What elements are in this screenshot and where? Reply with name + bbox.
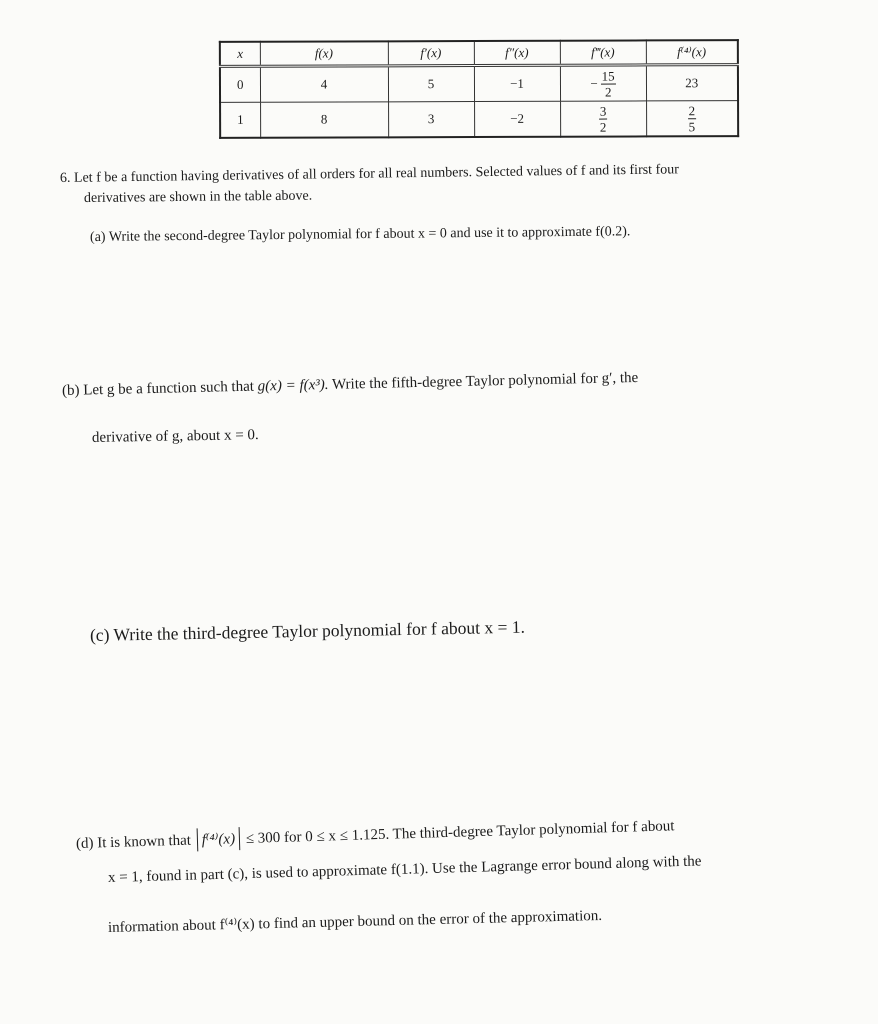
derivative-values-table (219, 39, 739, 139)
cell-f-triple-prime (560, 65, 646, 101)
denominator: 2 (599, 119, 607, 135)
cell-f-fourth (646, 101, 738, 137)
fraction (599, 104, 608, 133)
cell-f: 8 (260, 102, 388, 138)
part-b-formula: g(x) = f(x³). (257, 376, 329, 395)
part-b (62, 370, 639, 400)
part-b-tail: Write the fifth-degree Taylor polynomial for g′, the (331, 369, 639, 393)
cell-x: 0 (220, 66, 260, 102)
table-header-row (220, 40, 738, 66)
part-d-tail: ≤ 300 for 0 ≤ x ≤ 1.125. The third-degree Taylor polynomial for f about (245, 818, 675, 847)
header-f-double-prime: f″(x) (474, 41, 560, 66)
question-intro (60, 162, 679, 187)
cell-f-prime: 5 (388, 66, 474, 102)
table-row (220, 65, 738, 103)
cell-f-double-prime: −2 (474, 101, 560, 137)
part-d-lead: (d) It is known that (75, 832, 192, 852)
part-a: (a) Write the second-degree Taylor polynomial for f about x = 0 and use it to approximate f(0.2). (89, 224, 631, 245)
cell-x: 1 (220, 102, 260, 138)
question-intro-line1: Let f be a function having derivatives of all orders for all real numbers. Selected values of f and its first four (73, 162, 679, 186)
question-number: 6. (59, 170, 71, 186)
header-x: x (220, 42, 260, 67)
cell-f-prime: 3 (388, 102, 474, 138)
question-intro-line2: derivatives are shown in the table above. (83, 188, 313, 206)
part-d (76, 814, 675, 855)
cell-f-triple-prime (560, 101, 646, 137)
header-f-prime: f′(x) (388, 41, 474, 66)
part-d-line3: information about f⁽⁴⁾(x) to find an upper bound on the error of the approximation. (107, 907, 603, 936)
table-row (220, 101, 738, 138)
part-b-line2: derivative of g, about x = 0. (91, 427, 259, 446)
cell-f-double-prime: −1 (474, 65, 560, 101)
cell-f: 4 (260, 66, 388, 102)
numerator: 2 (688, 102, 696, 118)
negative-sign: − (590, 75, 598, 91)
denominator: 2 (604, 84, 612, 100)
part-b-lead: (b) Let g be a function such that (61, 378, 255, 399)
header-f-triple-prime: f‴(x) (560, 40, 646, 65)
denominator: 5 (688, 118, 696, 134)
numerator: 3 (599, 103, 607, 119)
part-c: (c) Write the third-degree Taylor polynomial for f about x = 1. (89, 616, 526, 645)
header-f: f(x) (260, 41, 388, 66)
numerator: 15 (601, 68, 615, 84)
fraction (601, 69, 616, 98)
part-d-line2: x = 1, found in part (c), is used to approximate f(1.1). Use the Lagrange error bound along with the (107, 853, 702, 886)
cell-f-fourth: 23 (646, 65, 738, 101)
absolute-value-expression: f⁽⁴⁾(x) (196, 827, 240, 851)
fraction (688, 104, 697, 133)
header-f-fourth: f⁽⁴⁾(x) (646, 40, 738, 65)
